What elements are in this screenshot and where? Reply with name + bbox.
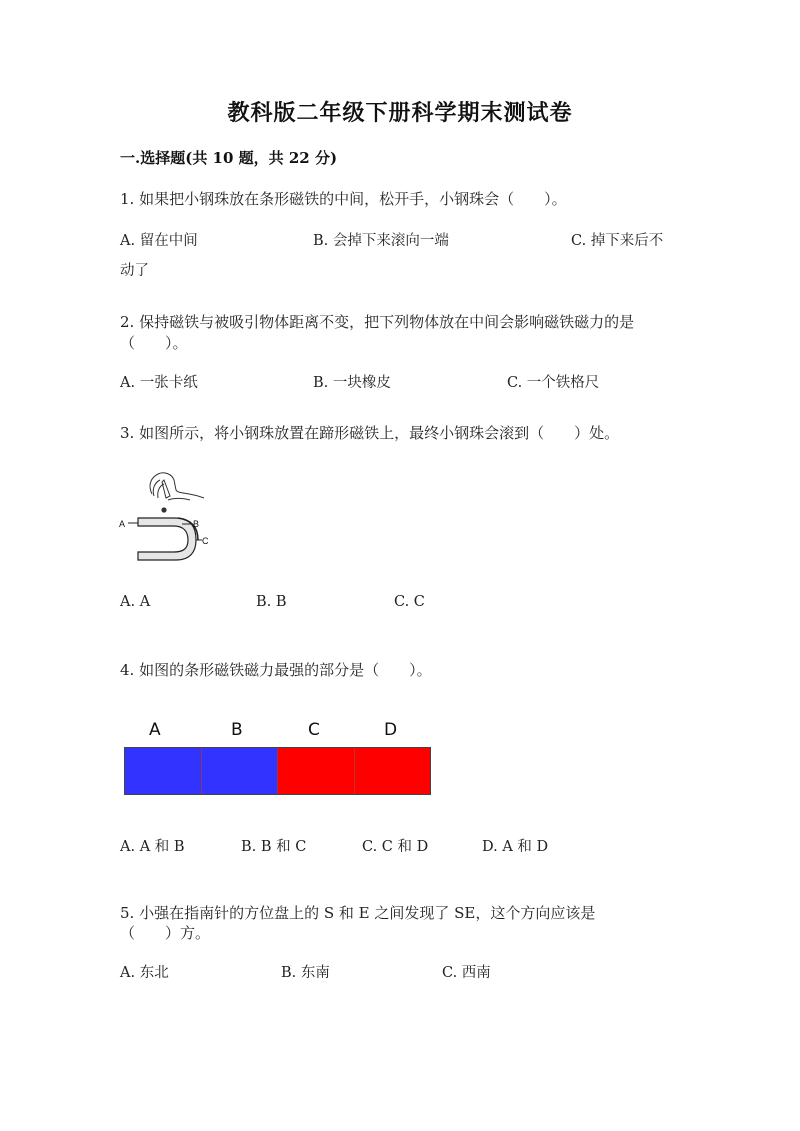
page-title: 教科版二年级下册科学期末测试卷 — [227, 100, 573, 126]
question-3-option-b[interactable]: B. B — [256, 594, 287, 610]
question-5-text-line2: （ ）方。 — [120, 924, 211, 942]
magnet-label-a: A — [149, 720, 161, 740]
question-4-option-a[interactable]: A. A 和 B — [120, 839, 185, 855]
question-3-option-a[interactable]: A. A — [120, 594, 151, 610]
magnet-segment-d — [355, 748, 431, 794]
question-2-text-line2: （ ）。 — [120, 334, 188, 352]
figure-label-c: C — [202, 536, 209, 546]
magnet-label-b: B — [231, 720, 243, 740]
question-3-text: 3. 如图所示，将小钢珠放置在蹄形磁铁上，最终小钢珠会滚到（ ）处。 — [120, 424, 620, 442]
question-5-text: 5. 小强在指南针的方位盘上的 S 和 E 之间发现了 SE，这个方向应该是 — [120, 904, 596, 922]
magnet-label-c: C — [308, 720, 320, 740]
question-1-option-b[interactable]: B. 会掉下来滚向一端 — [313, 233, 449, 249]
question-2-option-c[interactable]: C. 一个铁格尺 — [507, 375, 600, 391]
figure-label-b: B — [193, 519, 200, 529]
question-1-option-a[interactable]: A. 留在中间 — [120, 233, 198, 249]
question-4-option-b[interactable]: B. B 和 C — [241, 839, 307, 855]
magnet-segment-a — [125, 748, 202, 794]
question-2-option-b[interactable]: B. 一块橡皮 — [313, 375, 391, 391]
section-heading: 一.选择题(共 10 题，共 22 分) — [120, 149, 338, 167]
question-1-option-c-wrap: 动了 — [120, 263, 149, 279]
question-1-option-c[interactable]: C. 掉下来后不 — [571, 233, 664, 249]
question-5-option-a[interactable]: A. 东北 — [120, 965, 169, 981]
question-4-option-d[interactable]: D. A 和 D — [482, 839, 549, 855]
question-5-option-c[interactable]: C. 西南 — [442, 965, 491, 981]
question-2-option-a[interactable]: A. 一张卡纸 — [120, 375, 198, 391]
magnet-label-d: D — [384, 720, 398, 740]
question-4-option-c[interactable]: C. C 和 D — [362, 839, 429, 855]
question-3-option-c[interactable]: C. C — [394, 594, 425, 610]
question-4-text: 4. 如图的条形磁铁磁力最强的部分是（ ）。 — [120, 661, 432, 679]
question-5-option-b[interactable]: B. 东南 — [281, 965, 330, 981]
magnet-segment-c — [278, 748, 355, 794]
bar-magnet — [124, 747, 431, 795]
horseshoe-magnet-figure — [116, 468, 216, 564]
question-2-text: 2. 保持磁铁与被吸引物体距离不变，把下列物体放在中间会影响磁铁磁力的是 — [120, 313, 635, 331]
figure-label-a: A — [119, 519, 126, 529]
question-1-text: 1. 如果把小钢珠放在条形磁铁的中间，松开手，小钢珠会（ ）。 — [120, 190, 567, 208]
magnet-segment-b — [202, 748, 279, 794]
